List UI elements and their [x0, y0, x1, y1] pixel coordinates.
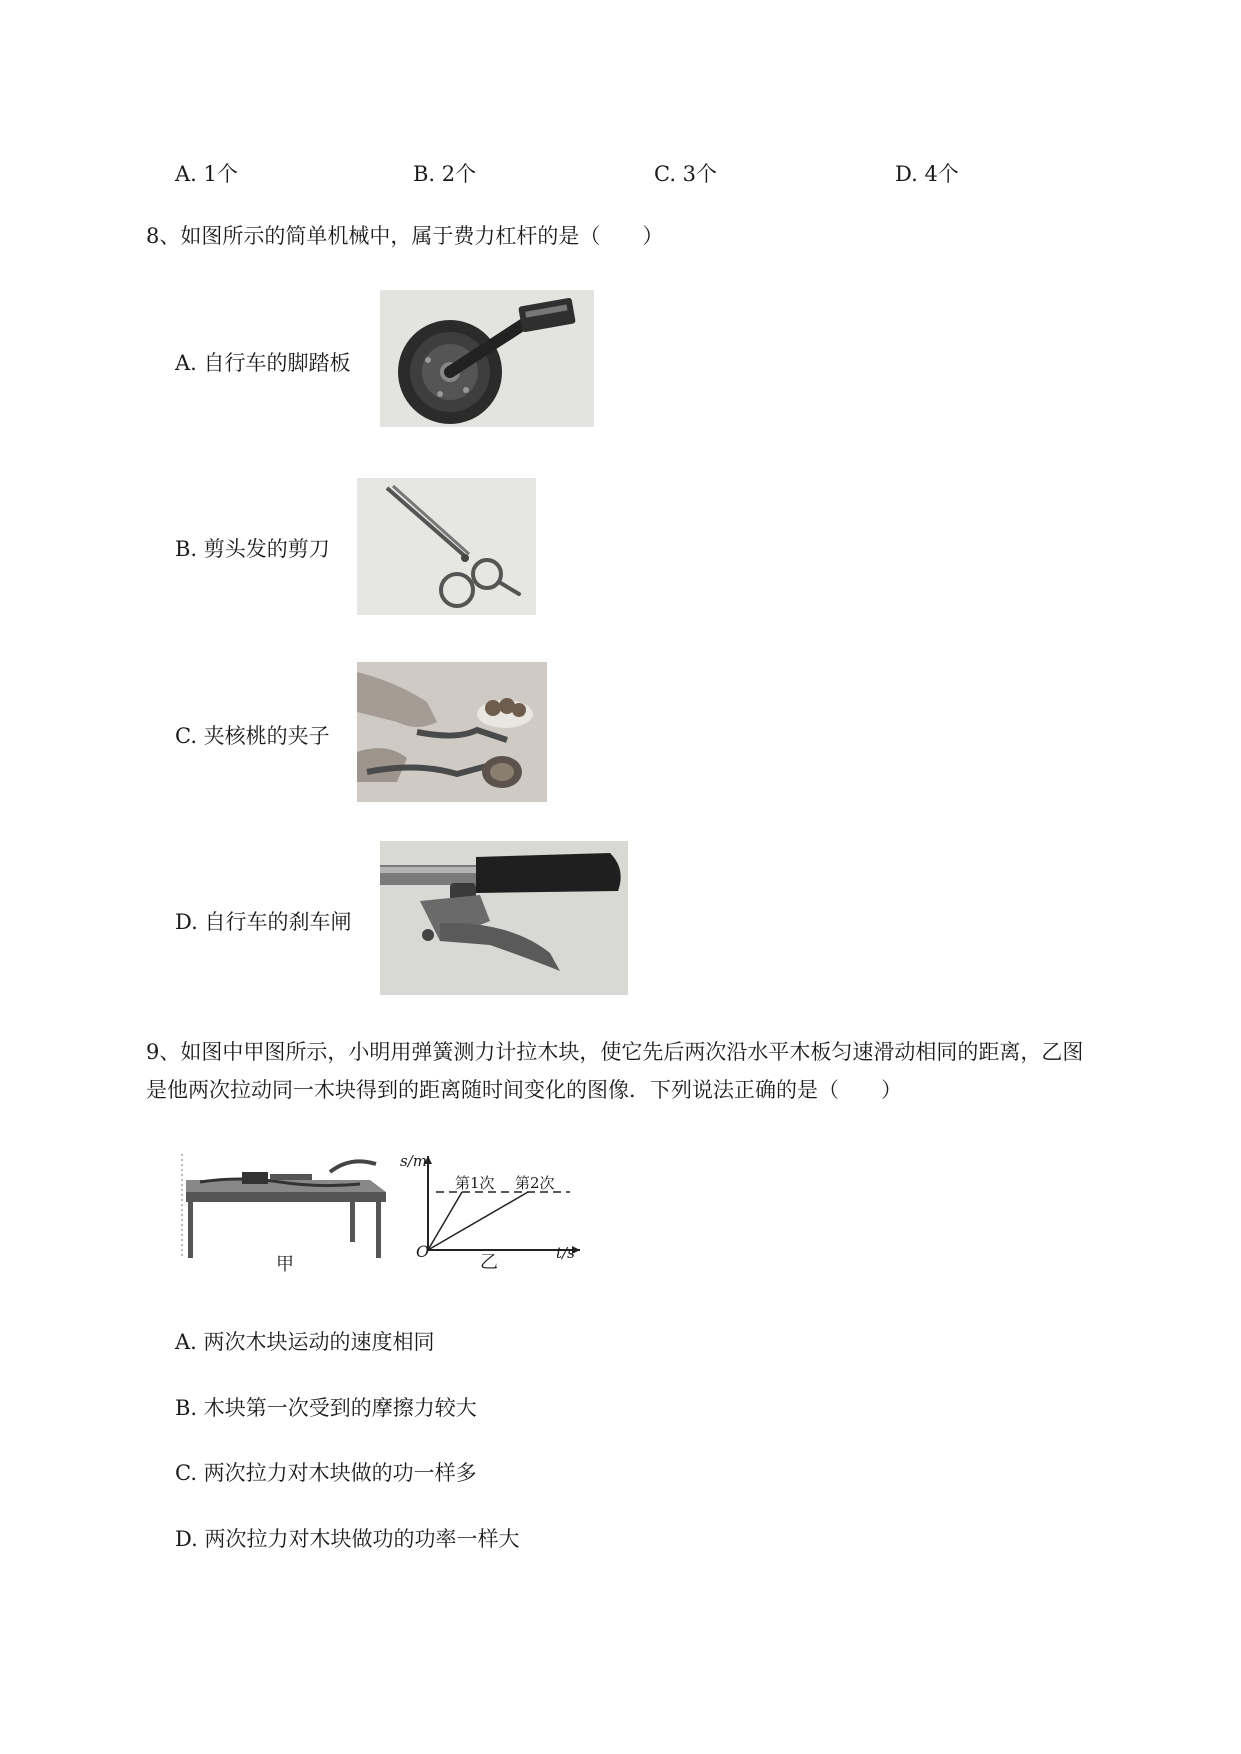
bicycle-pedal-crank-photo [380, 290, 594, 427]
q8-option-c[interactable]: C. 夹核桃的夹子 [175, 724, 330, 748]
bicycle-brake-lever-photo [380, 841, 628, 995]
q9-option-a[interactable]: A. 两次木块运动的速度相同 [175, 1330, 435, 1354]
q9-option-c[interactable]: C. 两次拉力对木块做的功一样多 [175, 1461, 477, 1485]
q7-option-d[interactable]: D. 4个 [895, 162, 959, 186]
q8-option-b[interactable]: B. 剪头发的剪刀 [175, 537, 330, 561]
y-axis-label: s/m [400, 1152, 427, 1170]
q9-stem-line2: 是他两次拉动同一木块得到的距离随时间变化的图像．下列说法正确的是（ ） [146, 1078, 902, 1102]
line2-label: 第2次 [515, 1174, 555, 1192]
q8-stem: 8、如图所示的简单机械中，属于费力杠杆的是（ ） [146, 224, 664, 248]
q9-option-d[interactable]: D. 两次拉力对木块做功的功率一样大 [175, 1527, 520, 1551]
q7-option-a[interactable]: A. 1个 [175, 162, 238, 186]
table-apparatus-drawing [180, 1150, 400, 1258]
q9-stem-line1: 9、如图中甲图所示，小明用弹簧测力计拉木块，使它先后两次沿水平木板匀速滑动相同的距离，乙图 [146, 1040, 1084, 1064]
q8-option-a[interactable]: A. 自行车的脚踏板 [175, 351, 351, 375]
hair-scissors-photo [357, 478, 536, 615]
q9-figure [180, 1150, 600, 1275]
q8-option-d[interactable]: D. 自行车的刹车闸 [175, 910, 352, 934]
line1-label: 第1次 [455, 1174, 495, 1192]
origin-label: O [416, 1242, 430, 1261]
figure-caption-left: 甲 [276, 1254, 294, 1275]
figure-caption-right: 乙 [480, 1252, 498, 1273]
x-axis-label: t/s [556, 1244, 575, 1262]
q7-option-b[interactable]: B. 2个 [413, 162, 477, 186]
q7-option-c[interactable]: C. 3个 [654, 162, 718, 186]
walnut-cracker-photo [357, 662, 547, 802]
q9-option-b[interactable]: B. 木块第一次受到的摩擦力较大 [175, 1396, 477, 1420]
